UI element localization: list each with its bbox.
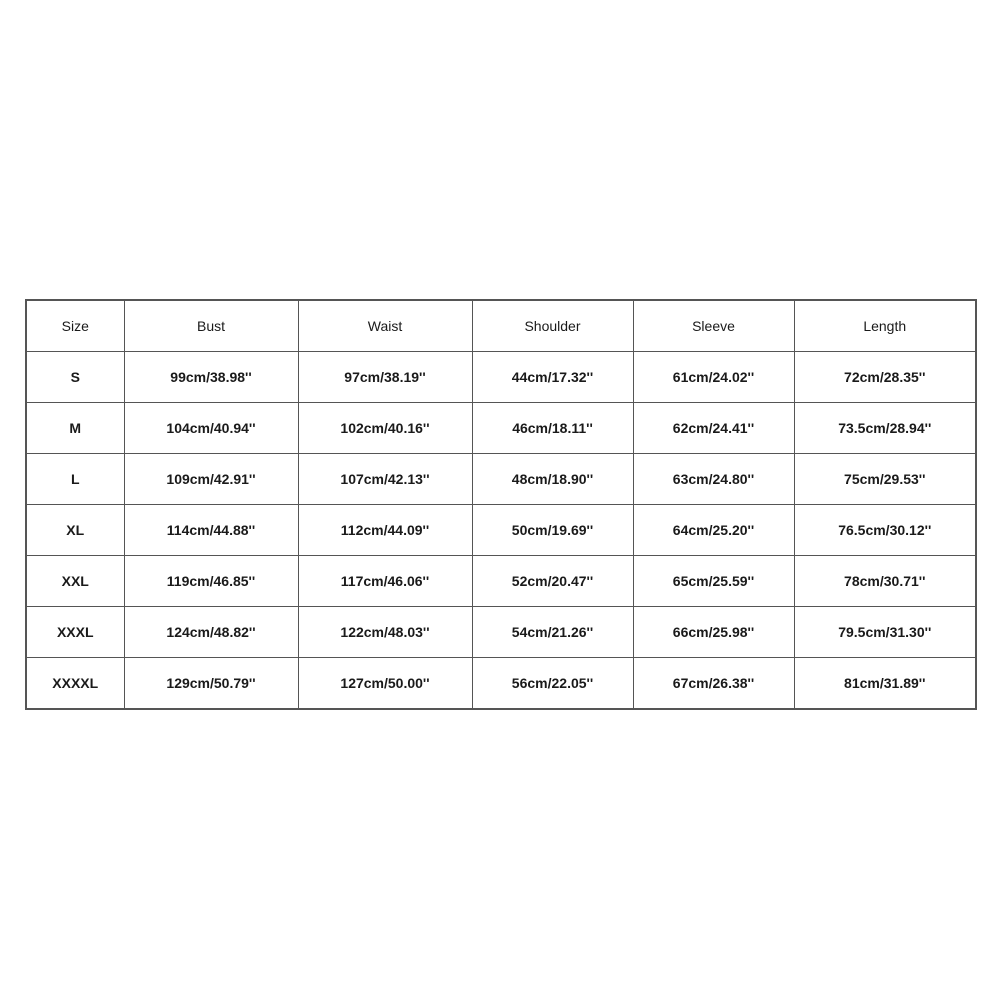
cell-shoulder: 56cm/22.05'' [472,658,633,710]
cell-length: 73.5cm/28.94'' [794,403,976,454]
cell-waist: 112cm/44.09'' [298,505,472,556]
cell-shoulder: 48cm/18.90'' [472,454,633,505]
cell-length: 76.5cm/30.12'' [794,505,976,556]
cell-sleeve: 67cm/26.38'' [633,658,794,710]
cell-size: XL [26,505,124,556]
header-size: Size [26,300,124,352]
cell-length: 75cm/29.53'' [794,454,976,505]
cell-size: XXL [26,556,124,607]
cell-size: M [26,403,124,454]
cell-waist: 127cm/50.00'' [298,658,472,710]
cell-length: 78cm/30.71'' [794,556,976,607]
cell-waist: 107cm/42.13'' [298,454,472,505]
cell-bust: 129cm/50.79'' [124,658,298,710]
cell-shoulder: 54cm/21.26'' [472,607,633,658]
cell-size: L [26,454,124,505]
cell-sleeve: 65cm/25.59'' [633,556,794,607]
cell-sleeve: 66cm/25.98'' [633,607,794,658]
table-header-row [26,300,976,352]
header-bust: Bust [124,300,298,352]
cell-bust: 124cm/48.82'' [124,607,298,658]
cell-size: XXXL [26,607,124,658]
cell-length: 81cm/31.89'' [794,658,976,710]
table-row [26,607,976,658]
cell-bust: 119cm/46.85'' [124,556,298,607]
table-row [26,505,976,556]
cell-sleeve: 63cm/24.80'' [633,454,794,505]
cell-waist: 97cm/38.19'' [298,352,472,403]
cell-shoulder: 46cm/18.11'' [472,403,633,454]
header-waist: Waist [298,300,472,352]
table-row [26,556,976,607]
cell-length: 79.5cm/31.30'' [794,607,976,658]
table-row [26,403,976,454]
cell-bust: 99cm/38.98'' [124,352,298,403]
cell-sleeve: 61cm/24.02'' [633,352,794,403]
header-shoulder: Shoulder [472,300,633,352]
cell-waist: 117cm/46.06'' [298,556,472,607]
cell-waist: 102cm/40.16'' [298,403,472,454]
table-row [26,454,976,505]
cell-size: S [26,352,124,403]
header-length: Length [794,300,976,352]
size-chart-table [25,299,977,710]
cell-bust: 104cm/40.94'' [124,403,298,454]
table-row [26,352,976,403]
cell-waist: 122cm/48.03'' [298,607,472,658]
header-sleeve: Sleeve [633,300,794,352]
cell-shoulder: 52cm/20.47'' [472,556,633,607]
cell-bust: 114cm/44.88'' [124,505,298,556]
cell-bust: 109cm/42.91'' [124,454,298,505]
table-row [26,658,976,710]
cell-sleeve: 64cm/25.20'' [633,505,794,556]
cell-length: 72cm/28.35'' [794,352,976,403]
cell-shoulder: 44cm/17.32'' [472,352,633,403]
cell-sleeve: 62cm/24.41'' [633,403,794,454]
cell-size: XXXXL [26,658,124,710]
cell-shoulder: 50cm/19.69'' [472,505,633,556]
